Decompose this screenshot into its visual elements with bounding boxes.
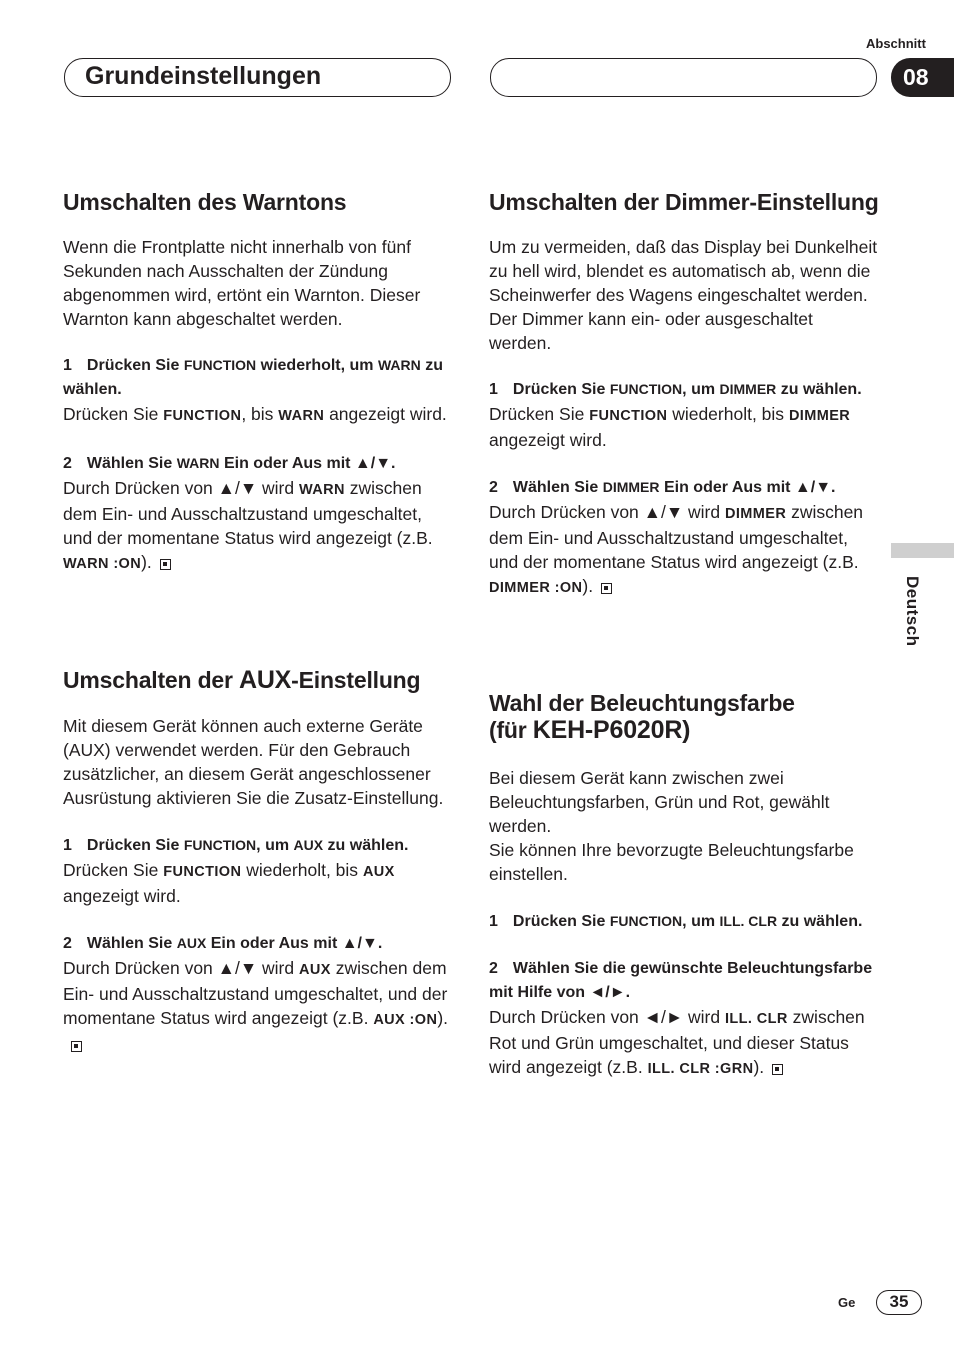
dimmer-intro: Um zu vermeiden, daß das Display bei Dunkelheit zu hell wird, blendet es automatisch ab, wenn die Scheinwerfer des Wagens eingeschaltet werden. Der Dimmer kann ein- oder ausgeschaltet werden. — [489, 237, 878, 353]
page-number: 35 — [876, 1290, 922, 1315]
language-code: Ge — [838, 1295, 856, 1310]
end-mark-icon — [71, 1041, 82, 1052]
heading-beleuchtungsfarbe: Wahl der Beleuchtungsfarbe (für KEH-P6020R) — [489, 690, 795, 744]
section-aux — [63, 667, 453, 1056]
end-mark-icon — [772, 1064, 783, 1075]
aux-step1-text: Drücken Sie FUNCTION wiederholt, bis AUX angezeigt wird. — [63, 860, 395, 906]
dimmer-step2-title: 2 Wählen Sie DIMMER Ein oder Aus mit ▲/▼. — [489, 479, 836, 496]
dimmer-step1-text: Drücken Sie FUNCTION wiederholt, bis DIMMER angezeigt wird. — [489, 404, 851, 450]
section-dimmer — [489, 189, 879, 600]
end-mark-icon — [601, 583, 612, 594]
dimmer-step1-title: 1 Drücken Sie FUNCTION, um DIMMER zu wählen. — [489, 381, 862, 398]
farbe-intro-2: Sie können Ihre bevorzugte Beleuchtungsfarbe einstellen. — [489, 840, 854, 884]
aux-step2-title: 2 Wählen Sie AUX Ein oder Aus mit ▲/▼. — [63, 935, 383, 952]
farbe-step2-title: 2 Wählen Sie die gewünschte Beleuchtungsfarbe mit Hilfe von ◄/►. — [489, 960, 873, 1001]
language-label: Deutsch — [903, 576, 922, 647]
warnton-step2-text: Durch Drücken von ▲/▼ wird WARN zwischen dem Ein- und Ausschaltzustand umgeschaltet, und der momentane Status wird angezeigt (z.B. WARN :ON). — [63, 478, 433, 572]
warnton-step2-title: 2 Wählen Sie WARN Ein oder Aus mit ▲/▼. — [63, 455, 396, 472]
aux-step2-text: Durch Drücken von ▲/▼ wird AUX zwischen dem Ein- und Ausschaltzustand umgeschaltet, und der momentane Status wird angezeigt (z.B. AUX :ON). — [63, 956, 453, 1056]
warnton-step1-text: Drücken Sie FUNCTION, bis WARN angezeigt wird. — [63, 404, 447, 424]
aux-step1-title: 1 Drücken Sie FUNCTION, um AUX zu wählen. — [63, 837, 409, 854]
end-mark-icon — [160, 559, 171, 570]
heading-aux: Umschalten der AUX-Einstellung — [63, 666, 421, 694]
language-tab-marker — [891, 543, 954, 558]
warnton-step1-title: 1 Drücken Sie FUNCTION wiederholt, um WARN zu wählen. — [63, 357, 443, 398]
aux-intro: Mit diesem Gerät können auch externe Geräte (AUX) verwendet werden. Für den Gebrauch zusätzlicher, an diesem Gerät angeschlossener Ausrüstung aktivieren Sie die Zusatz-Einstellung. — [63, 716, 444, 808]
farbe-step2-text: Durch Drücken von ◄/► wird ILL. CLR zwischen Rot und Grün umgeschaltet, und dieser Status wird angezeigt (z.B. ILL. CLR :GRN). — [489, 1007, 865, 1077]
section-number: 08 — [891, 58, 954, 97]
section-warnton — [63, 189, 453, 576]
chapter-title: Grundeinstellungen — [85, 62, 322, 90]
dimmer-step2-text: Durch Drücken von ▲/▼ wird DIMMER zwischen dem Ein- und Ausschaltzustand umgeschaltet, und der momentane Status wird angezeigt (z.B. DIMMER :ON). — [489, 502, 864, 596]
heading-warnton: Umschalten des Warntons — [63, 189, 347, 215]
heading-dimmer: Umschalten der Dimmer-Einstellung — [489, 189, 879, 215]
warnton-intro: Wenn die Frontplatte nicht innerhalb von fünf Sekunden nach Ausschalten der Zündung abgenommen wird, ertönt ein Warnton. Dieser Warnton kann abgeschaltet werden. — [63, 237, 421, 329]
chapter-title-box — [64, 58, 451, 97]
farbe-intro-1: Bei diesem Gerät kann zwischen zwei Beleuchtungsfarben, Grün und Rot, gewählt werden. — [489, 768, 830, 836]
farbe-step1-title: 1 Drücken Sie FUNCTION, um ILL. CLR zu wählen. — [489, 913, 863, 930]
empty-header-box — [490, 58, 877, 97]
section-label: Abschnitt — [866, 36, 926, 51]
section-beleuchtungsfarbe — [489, 690, 879, 1081]
